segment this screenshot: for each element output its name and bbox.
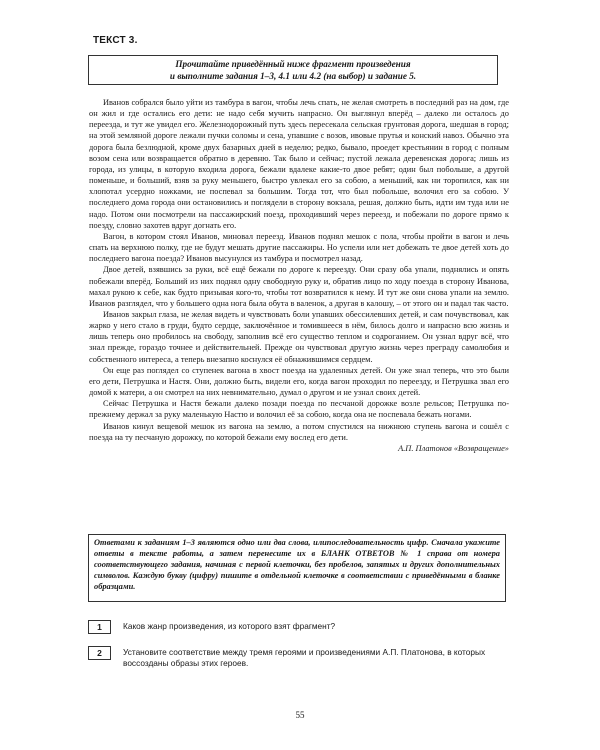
passage-paragraph: Вагон, в котором стоял Иванов, миновал переезд. Иванов поднял мешок с пола, чтобы пройти в вагон и лечь спать на верхнюю полку, где не будут мешать другие пассажиры. Но успели или нет добежать те двое детей хоть до последнего вагона поезда? Иванов высунулся из тамбура и посмотрел назад. [89,231,509,264]
section-heading: ТЕКСТ 3. [93,35,138,46]
task-item [88,620,508,636]
passage-paragraph: Двое детей, взявшись за руки, всё ещё бежали по дороге к переезду. Они сразу оба упали, поднялись и опять побежали вперёд. Больший из них поднял одну свободную руку и, обратив лицо по ходу поезда в сторону Иванова, махал рукою к себе, как будто призывая кого-то, чтобы тот возвратился к нему. И тут же они снова упали на землю. Иванов разглядел, что у большего одна нога была обута в валенок, а другая в калошу, – от этого он и падал так часто. [89,265,509,308]
task-number-box: 2 [88,646,111,660]
task-number-box: 1 [88,620,111,634]
page-number: 55 [295,710,305,720]
passage-paragraph: Иванов кинул вещевой мешок из вагона на землю, а потом спустился на нижнюю ступень вагона и сошёл с поезда на ту песчаную дорожку, по которой бежали ему вослед его дети. [89,421,509,442]
reading-instruction-box [88,55,498,85]
passage-paragraph: Иванов закрыл глаза, не желая видеть и чувствовать боли упавших обессилевших детей, и сам почувствовал, как жарко у него стало в груди, будто сердце, заключённое и томившееся в нём, билось долго и напрасно всю жизнь и лишь теперь оно пробилось на свободу, заполнив всё его существо теплом и содроганием. Он узнал вдруг всё, что знал прежде, гораздо точнее и действительней. Прежде он чувствовал другую жизнь через преграду самолюбия и собственного интереса, а теперь внезапно коснулся её обнажившимся сердцем. [89,309,509,364]
passage-paragraph: Он еще раз поглядел со ступенек вагона в хвост поезда на удаленных детей. Он уже знал теперь, что это были его дети, Петрушка и Настя. Они, должно быть, видели его, когда вагон проходил по переезду, и Петрушка звал его домой к матери, а он смотрел на них невнимательно, думал о другом и не узнал своих детей. [89,365,509,398]
passage-attribution: А.П. Платонов «Возвращение» [398,443,509,453]
instruction-line-2: и выполните задания 1–3, 4.1 или 4.2 (на выбор) и задание 5. [169,71,417,81]
task-question: Каков жанр произведения, из которого взят фрагмент? [123,621,336,631]
literary-passage [89,97,509,454]
task-item [88,646,508,672]
passage-paragraph: Сейчас Петрушка и Настя бежали далеко позади поезда по песчаной дорожке возле рельсов; Петрушка по-прежнему держал за руку маленькую Настю и волочил её за собою, когда она не поспевала бежать ногами. [89,399,509,420]
task-question: Установите соответствие между тремя героями и произведениями А.П. Платонова, в которых воссозданы образы этих героев. [123,647,486,668]
passage-paragraph: Иванов собрался было уйти из тамбура в вагон, чтобы лечь спать, не желая смотреть в последний раз на дом, где он жил и где остались его дети: не надо себя мучить напрасно. Он выглянул вперёд – далеко ли осталось до переезда, и тут же увидел его. Железнодорожный путь здесь пересекала сельская грунтовая дорога, шедшая в город; на этой земляной дороге лежали пучки соломы и сена, упавшие с возов, ивовые прутья и конский навоз. Обычно эта дорога была безлюдной, кроме двух базарных дней в неделю; редко, бывало, проедет крестьянин в город с полным возом сена или возвращается обратно в деревню. Так было и сейчас; пустой лежала деревенская дорога; лишь из города, из улицы, в которую входила дорога, бежали вдалеке какие-то двое ребят; один был побольше, а другой поменьше, и больший, взяв за руку меньшего, быстро увлекал его за собою, а меньший, как ни торопился, как ни хлопотал усердно ножками, не поспевал за большим. Тогда тот, что был побольше, волочил его за собою. У последнего дома города они остановились и поглядели в сторону вокзала, решая, должно быть, идти им туда или не надо. Потом они посмотрели на пассажирский поезд, проходивший через переезд, и побежали по дороге прямо к поезду, словно захотев вдруг догнать его. [89,98,509,230]
answer-instructions-box: Ответами к заданиям 1–3 являются одно или два слова, илипоследовательность цифр. Сначала укажите ответы в тексте работы, а затем перенесите их в БЛАНК ОТВЕТОВ № 1 справа от номера соответствующего задания, начиная с первой клеточки, без пробелов, запятых и других дополнительных символов. Каждую букву (цифру) пишите в отдельной клеточке в соответствии с приведёнными в бланке образцами. [88,534,506,602]
instruction-line-1: Прочитайте приведённый ниже фрагмент произведения [175,59,411,69]
